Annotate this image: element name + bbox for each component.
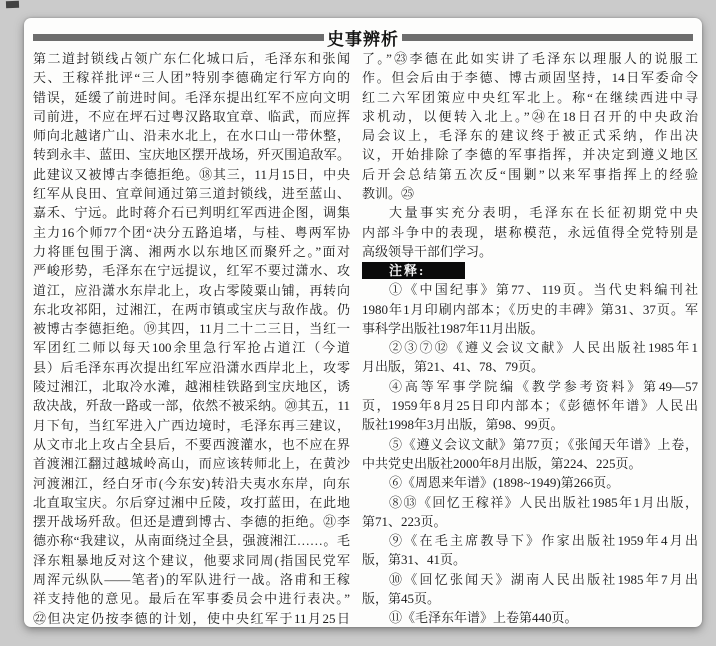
article-body xyxy=(33,49,697,628)
text-line: 第71、223页。 xyxy=(362,513,447,529)
text-line: 议，开始排除了李德的军事指挥，并决定到遵义地区 xyxy=(362,147,698,163)
column-right-upper-text xyxy=(362,49,698,261)
text-line: 敌决战，歼敌一路或一部，依然不被采纳。⑳其五，11 xyxy=(33,398,350,414)
text-line: 天、王稼祥批评“三人团”特别李德确定行军方向的 xyxy=(33,70,350,86)
scan-edge-artifact xyxy=(6,1,19,8)
text-line: 嘉禾、宁远。此时蒋介石已判明红军西进企图，调集 xyxy=(33,205,350,221)
text-line: 事科学出版社1987年11月出版。 xyxy=(362,320,544,336)
notes-list xyxy=(362,280,698,627)
text-line: 局会议上，毛泽东的建议终于被正式采纳，作出决 xyxy=(362,128,698,144)
text-line: 内部斗争中的表现，堪称模范，永远值得全党特别是 xyxy=(362,224,698,240)
text-line: 周浑元纵队——笔者)的军队进行一战。洛甫和王稼 xyxy=(33,572,350,588)
text-line: 大量事实充分表明，毛泽东在长征初期党中央 xyxy=(389,205,698,221)
text-line: 了。”㉓李德在此如实讲了毛泽东以理服人的说服工 xyxy=(362,51,698,66)
text-line: ⑤《遵义会议文献》第77页；《张闻天年谱》上卷， xyxy=(389,436,698,452)
text-line: 被博古李德拒绝。⑲其四，11月二十二三日，当红一 xyxy=(33,321,350,337)
text-line: ⑨《在毛主席教导下》作家出版社1959年4月出 xyxy=(389,533,698,549)
text-line: 求机动，以便转入北上。”㉔在18日召开的中央政治 xyxy=(362,108,698,124)
header-rule-left xyxy=(33,34,324,41)
notes-heading: 注释: xyxy=(362,262,465,279)
text-line: 版，第45页。 xyxy=(362,591,441,607)
text-line: 祥支持他的意见。最后在军事委员会中进行表决。” xyxy=(33,591,350,607)
text-line: ④高等军事学院编《教学参考资料》第49—57 xyxy=(389,378,698,394)
text-line: 陵过湘江，北取冷水滩，越湘桂铁路到宝庆地区，诱 xyxy=(33,379,350,395)
scanned-page xyxy=(24,18,702,627)
text-line: ⑪《毛泽东年谱》上卷第440页。 xyxy=(389,610,578,626)
text-line: 中共党史出版社2000年8月出版，第224、225页。 xyxy=(362,455,642,471)
text-line: ②③⑦⑫《遵义会议文献》人民出版社1985年1 xyxy=(389,340,698,356)
text-line: 摆开战场歼敌。但还是遭到博古、李德的拒绝。㉑李 xyxy=(33,514,350,530)
text-line: ①《中国纪事》第77、119页。当代史料编刊社 xyxy=(389,282,698,298)
text-line: 从文市北上攻占全县后，不要西渡灌水，也不应在界 xyxy=(33,436,350,452)
text-line: 北直取宝庆。尔后穿过湘中丘陵，攻打蓝田，在此地 xyxy=(33,494,350,510)
text-line: 河渡湘江，经白牙市(今东安)转沿夫夷水东岸，向东 xyxy=(33,475,350,491)
text-line: 教训。㉕ xyxy=(362,186,415,202)
text-line: 版，第31、41页。 xyxy=(362,552,467,568)
text-line: 主力16个师77个团“决分五路追堵，与桂、粤两军协 xyxy=(33,224,350,240)
text-line: 月出版，第21、41、78、79页。 xyxy=(362,359,545,375)
text-line: 作。但会后由于李德、博古顽固坚持，14日军委命令 xyxy=(362,70,698,86)
text-line: 道江，应沿潇水东岸北上，攻占零陵粟山铺，再转向 xyxy=(33,282,350,298)
text-line: ⑧⑬《回忆王稼祥》人民出版社1985年1月出版， xyxy=(389,494,698,510)
section-header xyxy=(33,27,693,47)
text-line: 第二道封锁线占领广东仁化城口后，毛泽东和张闻 xyxy=(33,51,350,66)
text-line: 严峻形势，毛泽东在宁远提议，红军不要过潇水、攻 xyxy=(33,263,350,279)
text-line: 泽东粗暴地反对这个建议，他要求同周(指国民党军 xyxy=(33,552,350,568)
text-line: 此建议又被博古李德拒绝。⑱其三，11月15日，中央 xyxy=(33,166,350,182)
article-column-right xyxy=(362,49,698,628)
text-line: 版社1998年3月出版，第98、99页。 xyxy=(362,417,564,433)
text-line: 月下旬，当红军进入广西边境时，毛泽东再三建议， xyxy=(33,417,350,433)
header-rule-right xyxy=(402,34,693,41)
text-line: 首渡湘江翻过越城岭高山，而应该转师北上，在黄沙 xyxy=(33,456,350,472)
text-line: 师向北越诸广山、沿耒水北上，在水口山一带休整， xyxy=(33,128,350,144)
text-line: 东北攻祁阳，过湘江，在两市镇或宝庆与敌作战。仍 xyxy=(33,301,350,317)
text-line: 高级领导干部们学习。 xyxy=(362,243,493,259)
text-line: 县）后毛泽东再次提出红军应沿潇水西岸北上，攻零 xyxy=(33,359,350,375)
section-title: 史事辨析 xyxy=(327,29,399,49)
text-line: 德亦称“我建议，从南面绕过全县，强渡湘江……。毛 xyxy=(33,533,350,549)
text-line: 后开会总结第五次反“围剿”以来军事指挥上的经验 xyxy=(362,166,698,182)
article-column-left xyxy=(33,49,350,628)
text-line: 军团红二师以每天100余里急行军抢占道江（今道 xyxy=(33,340,350,356)
text-line: 红军从良田、宜章间通过第三道封锁线，进至蓝山、 xyxy=(33,186,350,202)
text-line: 1980年1月印刷内部本；《历史的丰碑》第31、37页。军 xyxy=(362,301,698,317)
text-line: 司前进，不应在坪石过粤汉路取宜章、临武，而应挥 xyxy=(33,108,350,124)
text-line: ㉒但决定仍按李德的计划，使中央红军于11月25日 xyxy=(33,610,350,626)
text-line: 页，1959年8月25日印内部本；《彭德怀年谱》人民出 xyxy=(362,398,698,414)
text-line: 红二六军团策应中央红军北上。称“在继续西进中寻 xyxy=(362,89,698,105)
text-line: ⑩《回忆张闻天》湖南人民出版社1985年7月出 xyxy=(389,571,698,587)
text-line: 力将匪包围于漓、湘两水以东地区而聚歼之。”面对 xyxy=(33,243,350,259)
text-line: 转到永丰、蓝田、宝庆地区摆开战场，歼灭围追敌军。 xyxy=(33,147,350,163)
text-line: 错误，延缓了前进时间。毛泽东提出红军不应向文明 xyxy=(33,89,350,105)
text-line: ⑥《周恩来年谱》(1898~1949)第266页。 xyxy=(389,475,620,491)
